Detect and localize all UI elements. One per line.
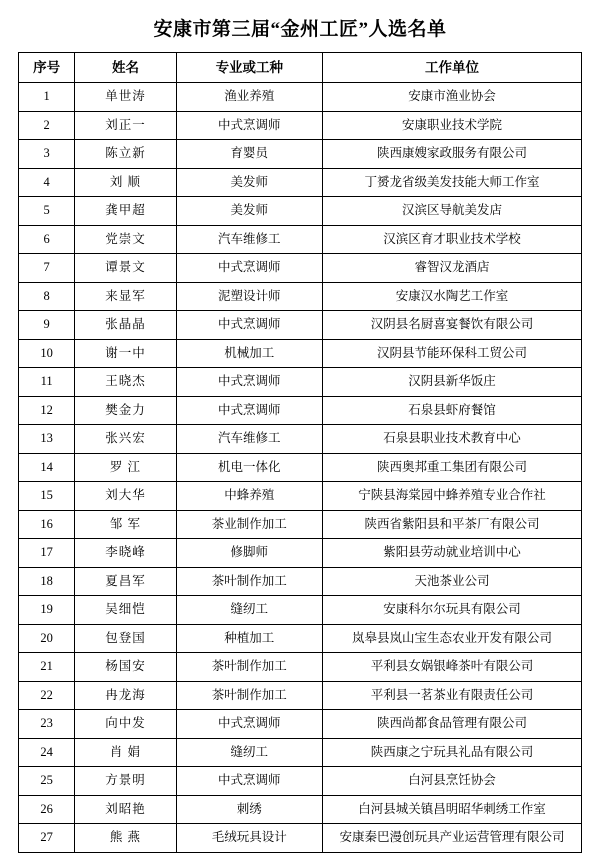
cell-index: 16: [19, 510, 75, 539]
cell-trade: 美发师: [176, 168, 322, 197]
cell-index: 10: [19, 339, 75, 368]
page-title: 安康市第三届“金州工匠”人选名单: [153, 19, 447, 40]
cell-name: 谢一中: [75, 339, 176, 368]
cell-organization: 岚皋县岚山宝生态农业开发有限公司: [323, 624, 582, 653]
cell-organization: 平利县女娲银峰茶叶有限公司: [323, 653, 582, 682]
cell-name: 罗 江: [75, 453, 176, 482]
cell-organization: 安康职业技术学院: [323, 111, 582, 140]
cell-organization: 陕西尚都食品管理有限公司: [323, 710, 582, 739]
cell-trade: 中式烹调师: [176, 396, 322, 425]
cell-name: 党崇文: [75, 225, 176, 254]
cell-name: 向中发: [75, 710, 176, 739]
table-row: [19, 339, 582, 368]
cell-name: 刘大华: [75, 482, 176, 511]
cell-trade: 机电一体化: [176, 453, 322, 482]
cell-index: 26: [19, 795, 75, 824]
cell-trade: 茶叶制作加工: [176, 567, 322, 596]
cell-trade: 茶叶制作加工: [176, 653, 322, 682]
table-row: [19, 596, 582, 625]
cell-name: 方景明: [75, 767, 176, 796]
cell-trade: 美发师: [176, 197, 322, 226]
cell-name: 谭景文: [75, 254, 176, 283]
cell-organization: 丁赟龙省级美发技能大师工作室: [323, 168, 582, 197]
table-row: [19, 567, 582, 596]
cell-organization: 紫阳县劳动就业培训中心: [323, 539, 582, 568]
cell-trade: 修脚师: [176, 539, 322, 568]
cell-trade: 缝纫工: [176, 596, 322, 625]
cell-organization: 安康汉水陶艺工作室: [323, 282, 582, 311]
cell-index: 21: [19, 653, 75, 682]
cell-index: 20: [19, 624, 75, 653]
cell-name: 张晶晶: [75, 311, 176, 340]
table-row: [19, 653, 582, 682]
cell-organization: 宁陕县海棠园中蜂养殖专业合作社: [323, 482, 582, 511]
cell-organization: 安康秦巴漫创玩具产业运营管理有限公司: [323, 824, 582, 853]
cell-trade: 种植加工: [176, 624, 322, 653]
cell-organization: 天池茶业公司: [323, 567, 582, 596]
cell-index: 8: [19, 282, 75, 311]
cell-organization: 陕西奥邦重工集团有限公司: [323, 453, 582, 482]
cell-trade: 中式烹调师: [176, 710, 322, 739]
cell-name: 樊金力: [75, 396, 176, 425]
cell-index: 25: [19, 767, 75, 796]
roster-table: [18, 52, 582, 853]
table-row: [19, 824, 582, 853]
cell-trade: 渔业养殖: [176, 83, 322, 112]
cell-trade: 中蜂养殖: [176, 482, 322, 511]
table-row: [19, 681, 582, 710]
cell-index: 23: [19, 710, 75, 739]
cell-trade: 毛绒玩具设计: [176, 824, 322, 853]
cell-index: 24: [19, 738, 75, 767]
cell-index: 19: [19, 596, 75, 625]
cell-name: 龚甲超: [75, 197, 176, 226]
cell-trade: 中式烹调师: [176, 254, 322, 283]
column-header-organization: 工作单位: [323, 53, 582, 83]
table-row: [19, 140, 582, 169]
cell-name: 单世涛: [75, 83, 176, 112]
cell-name: 刘正一: [75, 111, 176, 140]
table-row: [19, 767, 582, 796]
cell-organization: 汉阴县名厨喜宴餐饮有限公司: [323, 311, 582, 340]
cell-name: 肖 娟: [75, 738, 176, 767]
cell-index: 11: [19, 368, 75, 397]
cell-index: 7: [19, 254, 75, 283]
table-row: [19, 482, 582, 511]
table-row: [19, 539, 582, 568]
column-header-trade: 专业或工种: [176, 53, 322, 83]
table-header-row: [19, 53, 582, 83]
table-row: [19, 396, 582, 425]
table-row: [19, 225, 582, 254]
cell-name: 王晓杰: [75, 368, 176, 397]
cell-name: 李晓峰: [75, 539, 176, 568]
table-row: [19, 624, 582, 653]
table-row: [19, 197, 582, 226]
cell-trade: 中式烹调师: [176, 767, 322, 796]
table-row: [19, 510, 582, 539]
cell-name: 杨国安: [75, 653, 176, 682]
cell-organization: 石泉县职业技术教育中心: [323, 425, 582, 454]
cell-trade: 机械加工: [176, 339, 322, 368]
cell-index: 22: [19, 681, 75, 710]
table-row: [19, 738, 582, 767]
cell-trade: 中式烹调师: [176, 368, 322, 397]
cell-trade: 育婴员: [176, 140, 322, 169]
cell-trade: 缝纫工: [176, 738, 322, 767]
cell-name: 来显军: [75, 282, 176, 311]
cell-organization: 安康科尔尔玩具有限公司: [323, 596, 582, 625]
cell-name: 夏昌军: [75, 567, 176, 596]
cell-organization: 汉滨区导航美发店: [323, 197, 582, 226]
column-header-name: 姓名: [75, 53, 176, 83]
cell-index: 18: [19, 567, 75, 596]
cell-index: 5: [19, 197, 75, 226]
cell-trade: 茶叶制作加工: [176, 681, 322, 710]
cell-trade: 泥塑设计师: [176, 282, 322, 311]
cell-organization: 白河县城关镇昌明昭华刺绣工作室: [323, 795, 582, 824]
cell-trade: 刺绣: [176, 795, 322, 824]
cell-name: 包登国: [75, 624, 176, 653]
cell-index: 27: [19, 824, 75, 853]
cell-index: 12: [19, 396, 75, 425]
cell-organization: 陕西康嫂家政服务有限公司: [323, 140, 582, 169]
cell-trade: 中式烹调师: [176, 111, 322, 140]
cell-name: 熊 燕: [75, 824, 176, 853]
cell-trade: 汽车维修工: [176, 425, 322, 454]
cell-name: 冉龙海: [75, 681, 176, 710]
cell-index: 1: [19, 83, 75, 112]
cell-name: 吴细恺: [75, 596, 176, 625]
cell-name: 陈立新: [75, 140, 176, 169]
cell-index: 15: [19, 482, 75, 511]
cell-index: 3: [19, 140, 75, 169]
table-row: [19, 282, 582, 311]
table-row: [19, 254, 582, 283]
table-row: [19, 311, 582, 340]
cell-organization: 陕西省紫阳县和平茶厂有限公司: [323, 510, 582, 539]
cell-index: 6: [19, 225, 75, 254]
cell-name: 刘昭艳: [75, 795, 176, 824]
cell-name: 张兴宏: [75, 425, 176, 454]
table-row: [19, 111, 582, 140]
table-header: [19, 53, 582, 83]
cell-name: 刘 顺: [75, 168, 176, 197]
column-header-index: 序号: [19, 53, 75, 83]
table-row: [19, 795, 582, 824]
table-row: [19, 425, 582, 454]
cell-index: 2: [19, 111, 75, 140]
cell-organization: 睿智汉龙酒店: [323, 254, 582, 283]
cell-index: 9: [19, 311, 75, 340]
cell-organization: 白河县烹饪协会: [323, 767, 582, 796]
table-body: [19, 83, 582, 853]
table-row: [19, 368, 582, 397]
cell-organization: 安康市渔业协会: [323, 83, 582, 112]
cell-trade: 汽车维修工: [176, 225, 322, 254]
cell-index: 14: [19, 453, 75, 482]
cell-index: 17: [19, 539, 75, 568]
cell-trade: 茶业制作加工: [176, 510, 322, 539]
cell-trade: 中式烹调师: [176, 311, 322, 340]
cell-organization: 陕西康之宁玩具礼品有限公司: [323, 738, 582, 767]
cell-name: 邹 军: [75, 510, 176, 539]
cell-organization: 汉阴县节能环保科工贸公司: [323, 339, 582, 368]
cell-organization: 汉阴县新华饭庄: [323, 368, 582, 397]
cell-index: 13: [19, 425, 75, 454]
cell-index: 4: [19, 168, 75, 197]
table-row: [19, 83, 582, 112]
table-row: [19, 168, 582, 197]
table-row: [19, 710, 582, 739]
table-row: [19, 453, 582, 482]
cell-organization: 石泉县虾府餐馆: [323, 396, 582, 425]
cell-organization: 汉滨区育才职业技术学校: [323, 225, 582, 254]
cell-organization: 平利县一茗茶业有限责任公司: [323, 681, 582, 710]
